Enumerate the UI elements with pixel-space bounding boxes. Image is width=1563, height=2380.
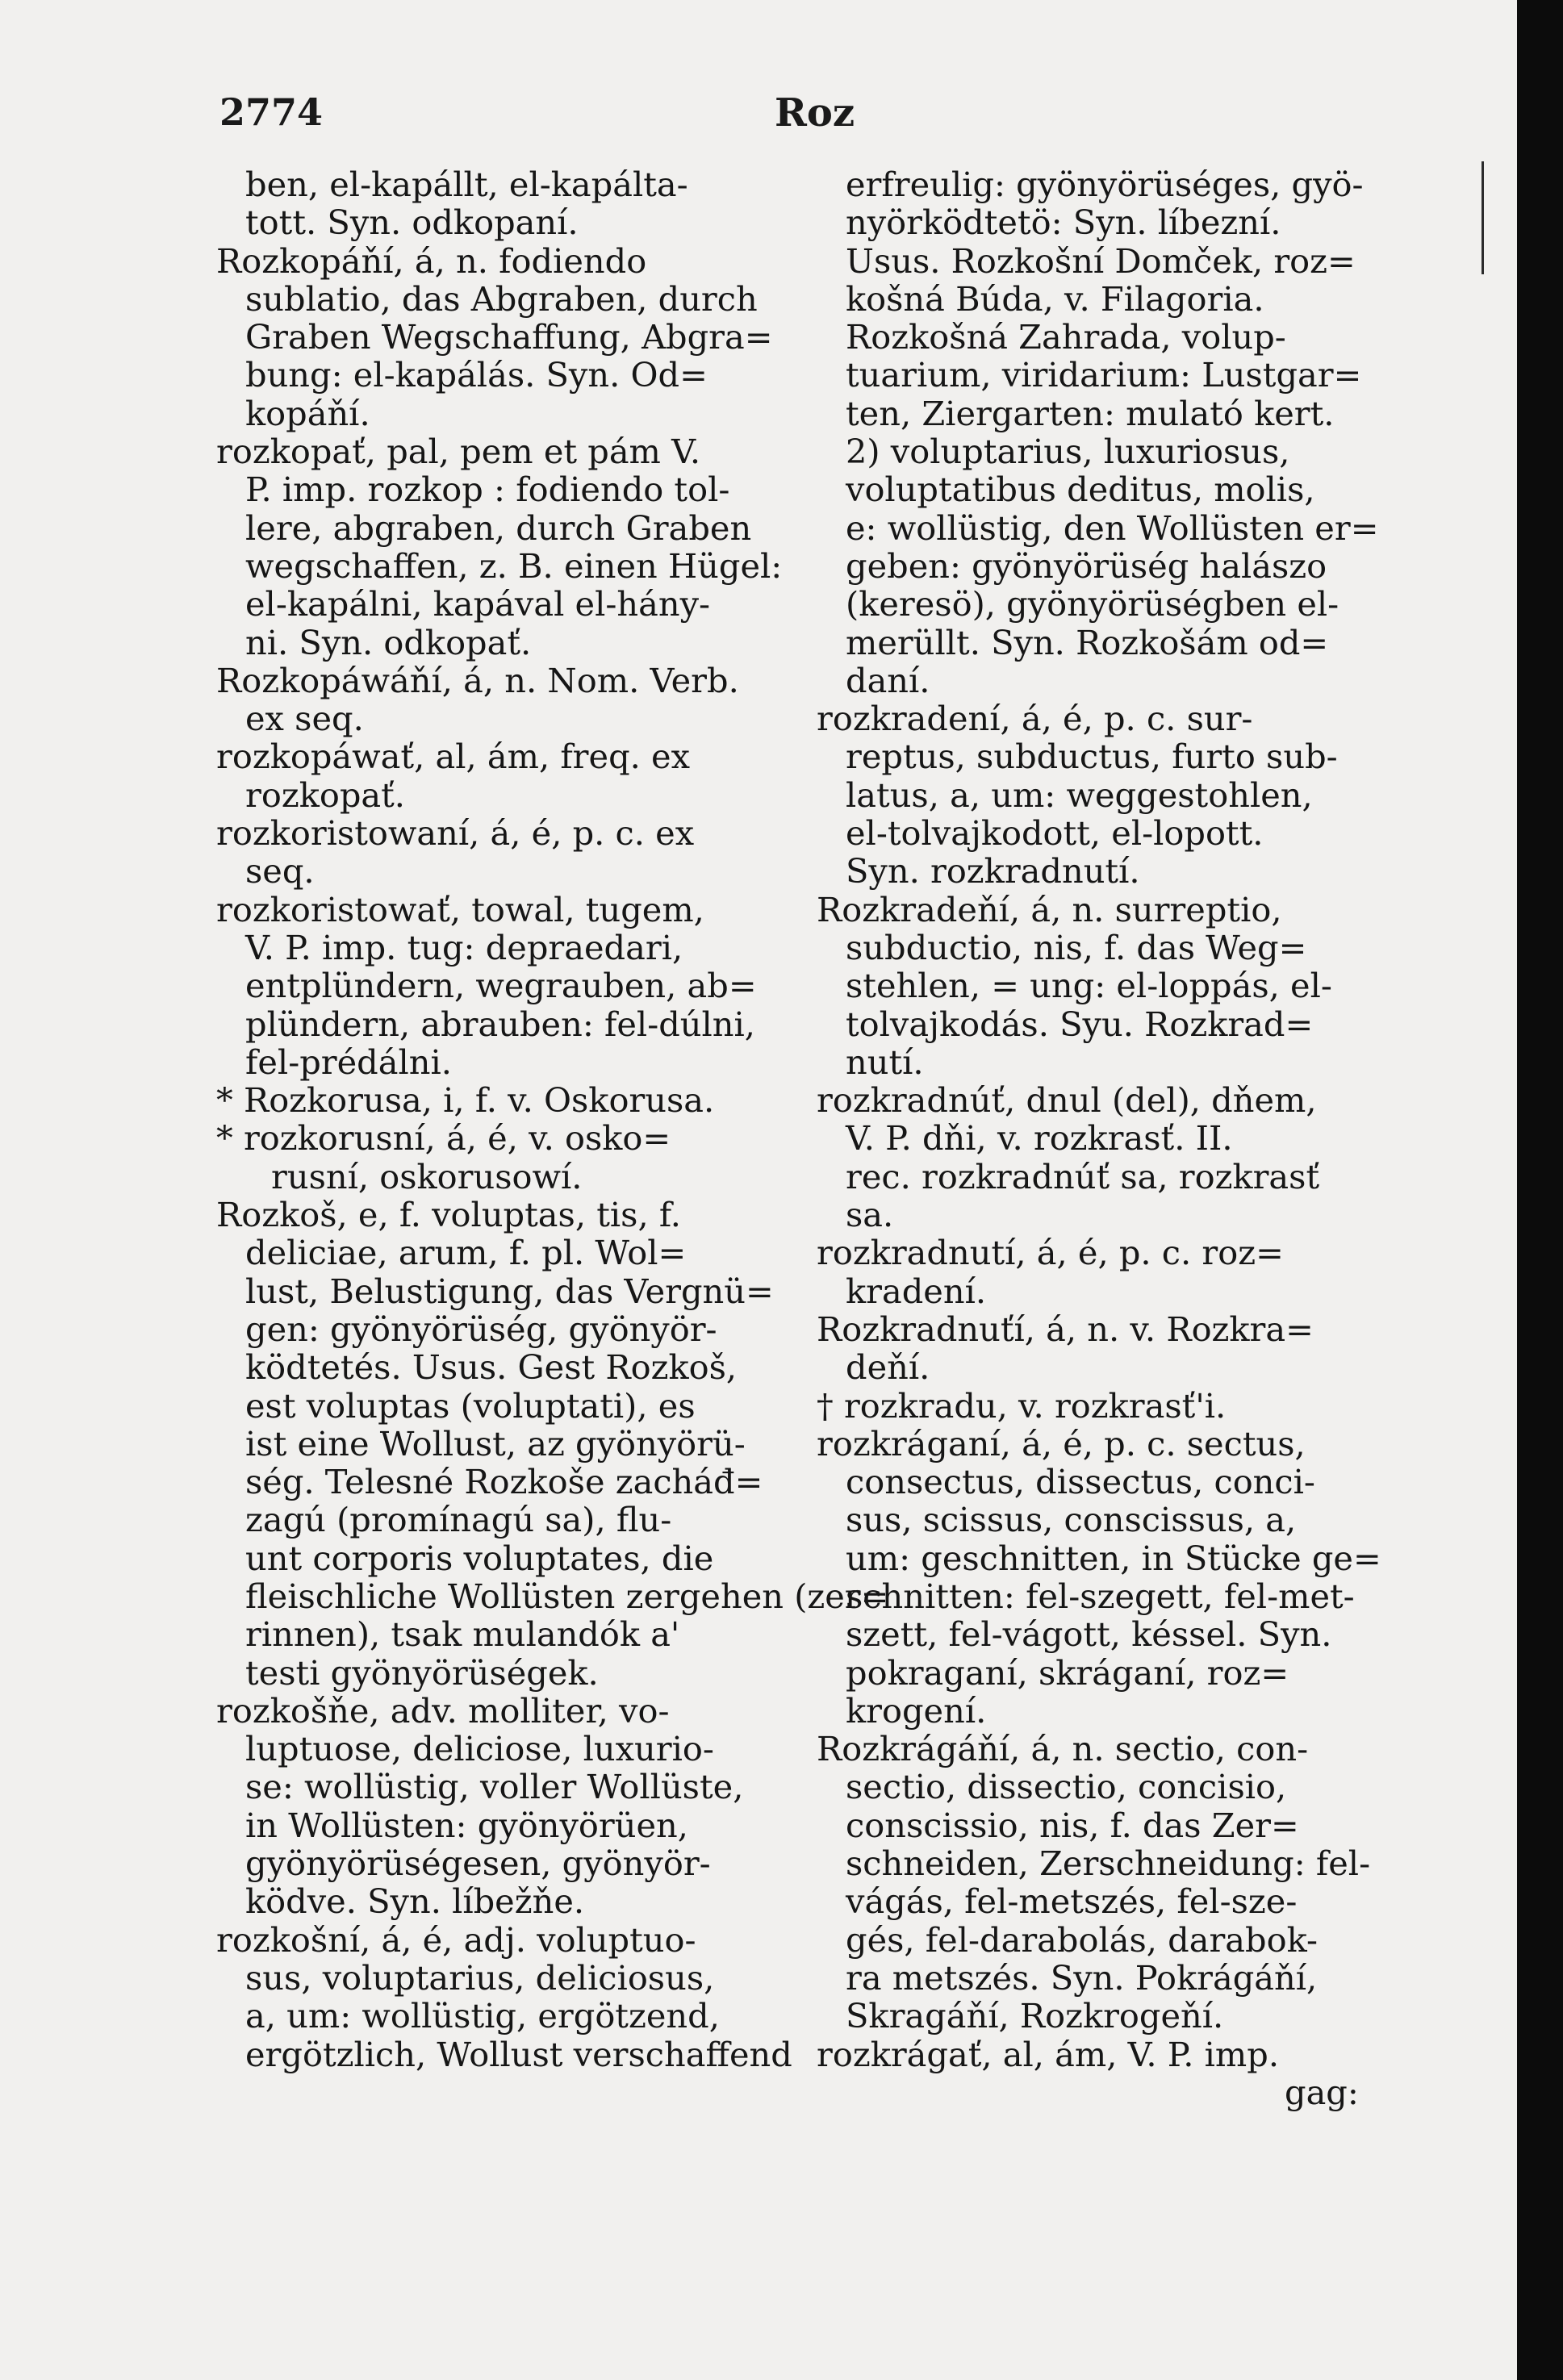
entry-text-line: Rozkošná Zahrada, volup-	[846, 317, 1286, 357]
entry-text-line: luptuose, deliciose, luxurio-	[245, 1729, 714, 1769]
entry-text-line: rinnen), tsak mulandók a'	[245, 1614, 680, 1655]
entry-text-line: sublatio, das Abgraben, durch	[245, 278, 758, 319]
entry-text-line: ben, el-kapállt, el-kapálta-	[245, 165, 688, 204]
entry-text-line: kopáňí.	[245, 393, 370, 433]
entry-text-line: subductio, nis, f. das Weg=	[846, 927, 1307, 967]
entry-text-line: reptus, subductus, furto sub-	[846, 737, 1338, 777]
entry-text-line: tott. Syn. odkopaní.	[245, 203, 579, 243]
entry-text-line: plündern, abrauben: fel-dúlni,	[245, 1004, 755, 1044]
entry-headword-line: rozkopáwať, al, ám, freq. ex	[216, 737, 690, 777]
entry-text-line: seq.	[245, 851, 315, 891]
entry-headword-line: rozkradení, á, é, p. c. sur-	[817, 699, 1253, 739]
right-column	[817, 165, 1414, 2111]
entry-text-line: ködve. Syn. líbežňe.	[245, 1881, 585, 1922]
entry-text-line: testi gyönyörüségek.	[245, 1652, 599, 1693]
page-header	[0, 90, 1517, 147]
entry-headword-line: rozkradnúť, dnul (del), dňem,	[817, 1080, 1317, 1121]
entry-text-line: gés, fel-darabolás, darabok-	[846, 1919, 1319, 1960]
entry-text-line: um: geschnitten, in Stücke ge=	[846, 1538, 1381, 1578]
entry-headword-line: rozkráganí, á, é, p. c. sectus,	[817, 1423, 1306, 1463]
entry-text-line: zagú (promínagú sa), flu-	[245, 1500, 672, 1540]
entry-headword-line: rozkoristowať, towal, tugem,	[216, 889, 704, 929]
entry-text-line: sa.	[846, 1195, 894, 1235]
entry-headword-line: rozkradnutí, á, é, p. c. roz=	[817, 1233, 1284, 1273]
entry-text-line: rusní, oskorusowí.	[271, 1156, 583, 1196]
entry-text-line: tuarium, viridarium: Lustgar=	[846, 355, 1362, 395]
entry-text-line: e: wollüstig, den Wollüsten er=	[846, 507, 1379, 548]
entry-text-line: P. imp. rozkop : fodiendo tol-	[245, 470, 730, 510]
entry-text-line: krogení.	[846, 1690, 987, 1731]
entry-headword-line: † rozkradu, v. rozkrasť'i.	[817, 1385, 1227, 1426]
entry-text-line: szett, fel-vágott, késsel. Syn.	[846, 1614, 1332, 1655]
entry-text-line: ni. Syn. odkopať.	[245, 622, 532, 662]
entry-headword-line: Rozkradnuťí, á, n. v. Rozkra=	[817, 1309, 1314, 1349]
running-head: Roz	[775, 90, 855, 136]
entry-text-line: schnitten: fel-szegett, fel-met-	[846, 1576, 1355, 1616]
entry-headword-line: Rozkopáwáňí, á, n. Nom. Verb.	[216, 660, 739, 700]
entry-text-line: gag:	[1285, 2072, 1359, 2112]
entry-headword-line: * Rozkorusa, i, f. v. Oskorusa.	[216, 1080, 715, 1121]
entry-text-line: lere, abgraben, durch Graben	[245, 507, 752, 548]
entry-headword-line: rozkošňe, adv. molliter, vo-	[216, 1690, 670, 1731]
entry-headword-line: Rozkrágáňí, á, n. sectio, con-	[817, 1729, 1309, 1769]
entry-text-line: stehlen, = ung: el-loppás, el-	[846, 966, 1332, 1006]
entry-text-line: V. P. dňi, v. rozkrasť. II.	[846, 1118, 1233, 1159]
entry-text-line: Graben Wegschaffung, Abgra=	[245, 317, 773, 357]
entry-text-line: nutí.	[846, 1042, 924, 1082]
entry-text-line: sectio, dissectio, concisio,	[846, 1767, 1287, 1807]
entry-text-line: ködtetés. Usus. Gest Rozkoš,	[245, 1347, 738, 1388]
entry-headword-line: Rozkoš, e, f. voluptas, tis, f.	[216, 1195, 681, 1235]
entry-text-line: nyörködtetö: Syn. líbezní.	[846, 203, 1281, 243]
entry-headword-line: rozkrágať, al, ám, V. P. imp.	[817, 2034, 1280, 2074]
entry-text-line: 2) voluptarius, luxuriosus,	[846, 432, 1290, 472]
entry-text-line: ség. Telesné Rozkoše zacháđ=	[245, 1462, 763, 1502]
entry-text-line: geben: gyönyörüség halászo	[846, 545, 1327, 586]
entry-text-line: conscissio, nis, f. das Zer=	[846, 1805, 1299, 1845]
entry-text-line: consectus, dissectus, conci-	[846, 1462, 1315, 1502]
entry-headword-line: rozkošní, á, é, adj. voluptuo-	[216, 1919, 696, 1960]
entry-text-line: tolvajkodás. Syu. Rozkrad=	[846, 1004, 1314, 1044]
page-number: 2774	[219, 90, 324, 134]
entry-text-line: Usus. Rozkošní Domček, roz=	[846, 240, 1356, 281]
entry-text-line: vágás, fel-metszés, fel-sze-	[846, 1881, 1298, 1922]
entry-text-line: rozkopať.	[245, 775, 405, 815]
entry-text-line: erfreulig: gyönyörüséges, gyö-	[846, 165, 1364, 204]
entry-text-line: el-tolvajkodott, el-lopott.	[846, 813, 1264, 854]
entry-text-line: kradení.	[846, 1271, 987, 1311]
entry-text-line: entplündern, wegrauben, ab=	[245, 966, 757, 1006]
entry-text-line: merüllt. Syn. Rozkošám od=	[846, 622, 1329, 662]
entry-text-line: daní.	[846, 660, 930, 700]
entry-text-line: gen: gyönyörüség, gyönyör-	[245, 1309, 717, 1349]
entry-text-line: gyönyörüségesen, gyönyör-	[245, 1843, 711, 1884]
entry-text-line: ra metszés. Syn. Pokrágáňí,	[846, 1957, 1318, 1998]
entry-text-line: košná Búda, v. Filagoria.	[846, 278, 1264, 319]
entry-text-line: sus, scissus, conscissus, a,	[846, 1500, 1297, 1540]
entry-text-line: schneiden, Zerschneidung: fel-	[846, 1843, 1371, 1884]
entry-text-line: ex seq.	[245, 699, 364, 739]
entry-text-line: a, um: wollüstig, ergötzend,	[245, 1996, 720, 2036]
entry-text-line: voluptatibus deditus, molis,	[846, 470, 1315, 510]
entry-text-line: fel-prédálni.	[245, 1042, 452, 1082]
entry-text-line: Syn. rozkradnutí.	[846, 851, 1140, 891]
entry-text-line: el-kapálni, kapával el-hány-	[245, 584, 711, 624]
entry-text-line: in Wollüsten: gyönyörüen,	[245, 1805, 688, 1845]
entry-headword-line: Rozkradeňí, á, n. surreptio,	[817, 889, 1282, 929]
entry-text-line: se: wollüstig, voller Wollüste,	[245, 1767, 744, 1807]
margin-mark	[1482, 161, 1484, 274]
entry-text-line: (keresö), gyönyörüségben el-	[846, 584, 1339, 624]
entry-text-line: est voluptas (voluptati), es	[245, 1385, 696, 1426]
entry-text-line: rec. rozkradnúť sa, rozkrasť	[846, 1156, 1320, 1196]
scan-edge	[1517, 0, 1563, 2380]
entry-text-line: deliciae, arum, f. pl. Wol=	[245, 1233, 687, 1273]
entry-headword-line: rozkoristowaní, á, é, p. c. ex	[216, 813, 695, 854]
entry-text-line: sus, voluptarius, deliciosus,	[245, 1957, 715, 1998]
entry-text-line: ergötzlich, Wollust verschaffend	[245, 2034, 792, 2074]
entry-text-line: ist eine Wollust, az gyönyörü-	[245, 1423, 746, 1463]
entry-text-line: latus, a, um: weggestohlen,	[846, 775, 1313, 815]
entry-text-line: bung: el-kapálás. Syn. Od=	[245, 355, 708, 395]
entry-headword-line: Rozkopáňí, á, n. fodiendo	[216, 240, 647, 281]
entry-text-line: pokraganí, skráganí, roz=	[846, 1652, 1289, 1693]
entry-text-line: lust, Belustigung, das Vergnü=	[245, 1271, 774, 1311]
entry-text-line: wegschaffen, z. B. einen Hügel:	[245, 545, 783, 586]
entry-text-line: deňí.	[846, 1347, 930, 1388]
entry-text-line: unt corporis voluptates, die	[245, 1538, 714, 1578]
entry-text-line: V. P. imp. tug: depraedari,	[245, 927, 683, 967]
entry-text-line: fleischliche Wollüsten zergehen (zer=	[245, 1576, 889, 1616]
entry-headword-line: rozkopať, pal, pem et pám V.	[216, 432, 701, 472]
entry-headword-line: * rozkorusní, á, é, v. osko=	[216, 1118, 671, 1159]
entry-text-line: Skragáňí, Rozkrogeňí.	[846, 1996, 1224, 2036]
entry-text-line: ten, Ziergarten: mulató kert.	[846, 393, 1335, 433]
